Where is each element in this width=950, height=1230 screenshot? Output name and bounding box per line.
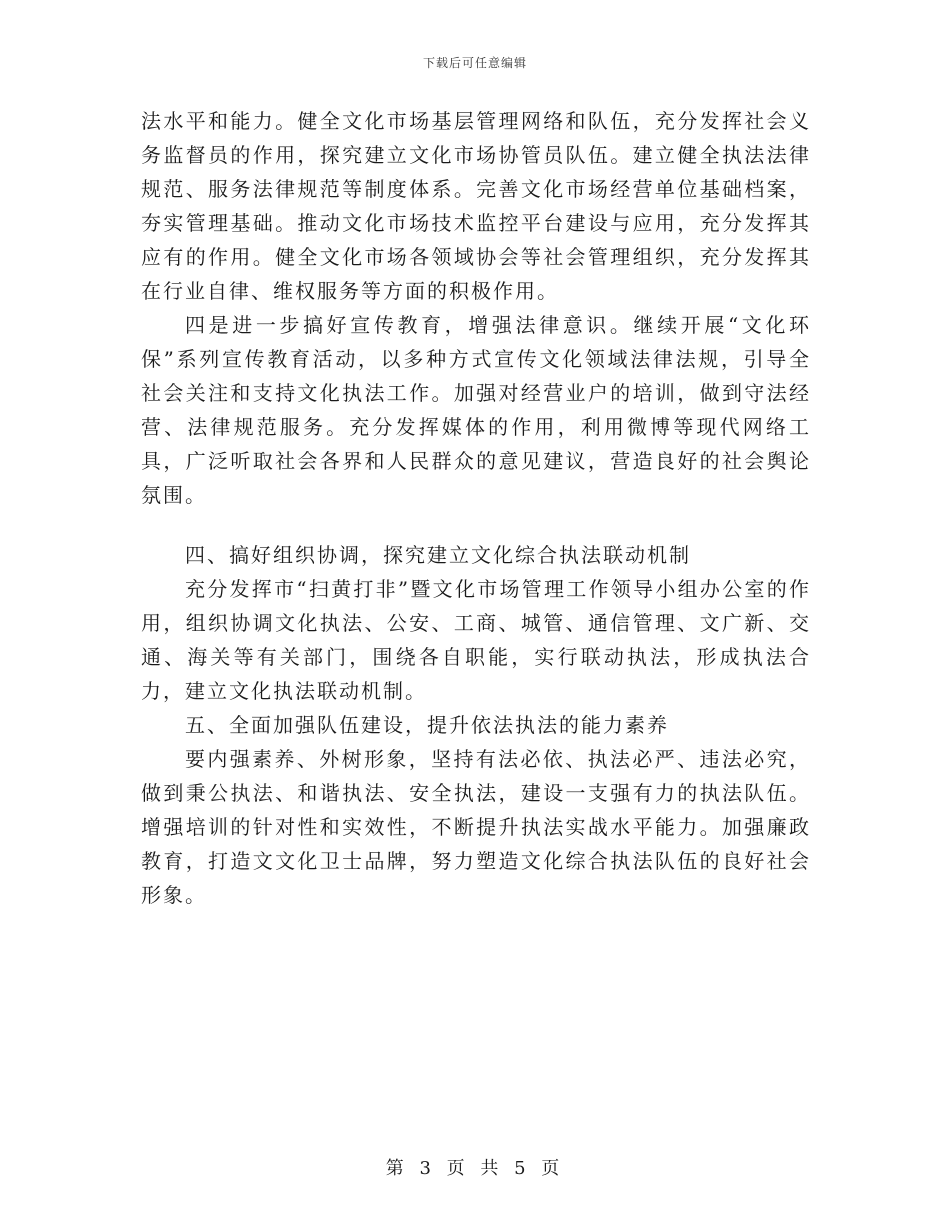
- section-heading-coordination: 四、搞好组织协调，探究建立文化综合执法联动机制: [185, 543, 691, 567]
- page-number: 第 3 页 共 5 页: [385, 1158, 565, 1179]
- paragraph-team-building: 要内强素养、外树形象，坚持有法必依、执法必严、违法必究，做到秉公执法、和谐执法、安全执法，建设一支强有力的执法队伍。增强培训的针对性和实效性，不断提升执法实战水平能力。加强廉政教育，打造文文化卫士品牌，努力塑造文化综合执法队伍的良好社会形象。: [141, 747, 811, 907]
- page-header-note: 下载后可任意编辑: [422, 56, 527, 70]
- section-heading-team-building: 五、全面加强队伍建设，提升依法执法的能力素养: [185, 713, 669, 737]
- paragraph-propaganda-education: 四是进一步搞好宣传教育，增强法律意识。继续开展“文化环保”系列宣传教育活动，以多种方式宣传文化领域法律法规，引导全社会关注和支持文化执法工作。加强对经营业户的培训，做到守法经营、法律规范服务。充分发挥媒体的作用，利用微博等现代网络工具，广泛听取社会各界和人民群众的意见建议，营造良好的社会舆论氛围。: [141, 313, 811, 507]
- paragraph-continuation: 法水平和能力。健全文化市场基层管理网络和队伍，充分发挥社会义务监督员的作用，探究建立文化市场协管员队伍。建立健全执法法律规范、服务法律规范等制度体系。完善文化市场经营单位基础档案，夯实管理基础。推动文化市场技术监控平台建设与应用，充分发挥其应有的作用。健全文化市场各领域协会等社会管理组织，充分发挥其在行业自律、维权服务等方面的积极作用。: [141, 109, 811, 303]
- document-body: [141, 104, 811, 912]
- paragraph-gap: [141, 512, 811, 538]
- paragraph-coordination: 充分发挥市“扫黄打非”暨文化市场管理工作领导小组办公室的作用，组织协调文化执法、公安、工商、城管、通信管理、文广新、交通、海关等有关部门，围绕各自职能，实行联动执法，形成执法合力，建立文化执法联动机制。: [141, 577, 811, 703]
